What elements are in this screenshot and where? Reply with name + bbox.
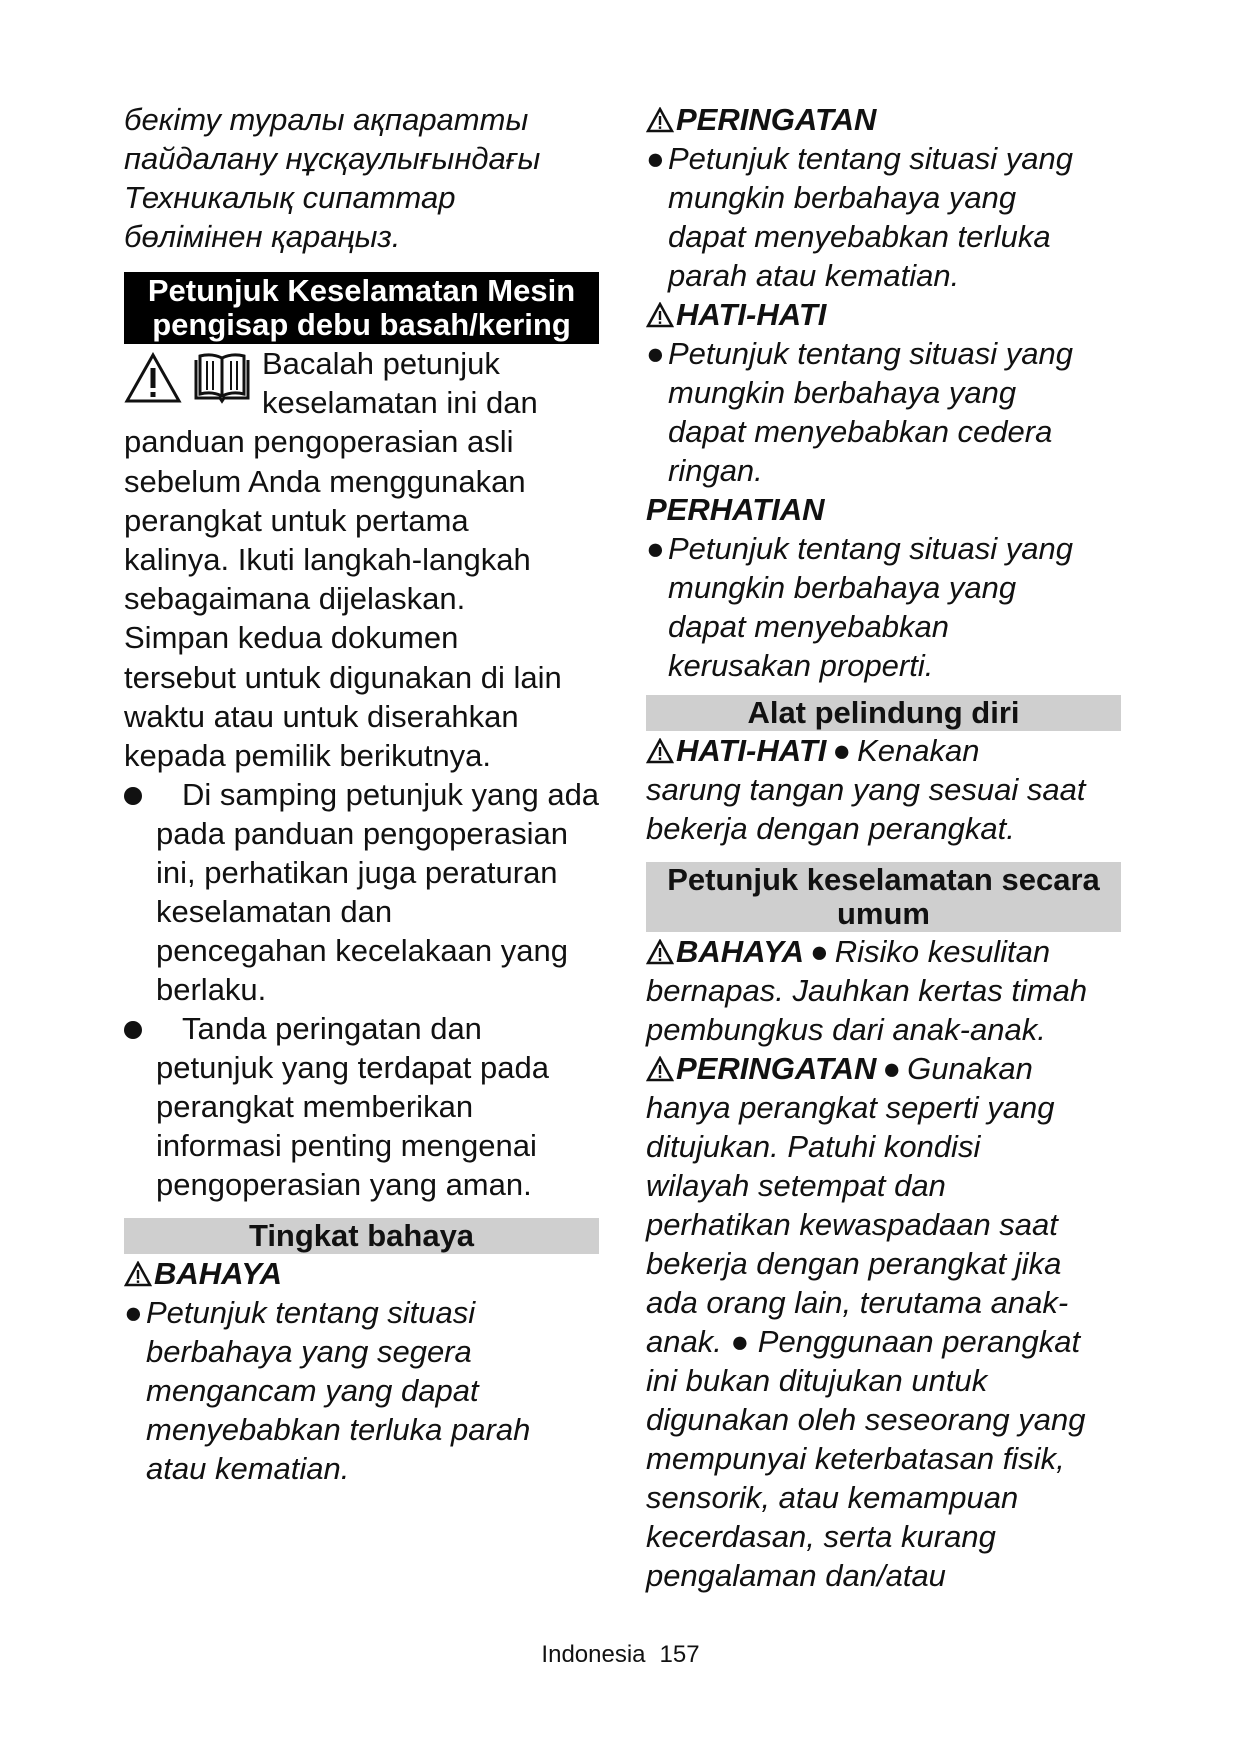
page-number: 157: [659, 1641, 700, 1668]
text-line: ditujukan. Patuhi kondisi: [646, 1129, 981, 1164]
kz-line: пайдалану нұсқаулығындағы: [124, 141, 541, 176]
bullet-icon: ●: [882, 1051, 902, 1086]
intro-line: panduan pengoperasian asli: [124, 424, 514, 460]
warning-icon: [646, 939, 674, 965]
bullet-line: berlaku.: [156, 972, 267, 1008]
apd-text: [646, 731, 1126, 848]
text-line: bekerja dengan perangkat.: [646, 811, 1015, 846]
section-heading-umum: [646, 862, 1121, 932]
bullet-icon: ●: [646, 336, 665, 371]
list-item: [124, 775, 624, 1009]
bullet-line: ini, perhatikan juga peraturan: [156, 855, 558, 891]
list-item: [124, 1009, 624, 1204]
text-line: pembungkus dari anak-anak.: [646, 1012, 1046, 1047]
signal-word: PERINGATAN: [676, 1051, 877, 1086]
bullet-line: Di samping petunjuk yang ada: [182, 777, 600, 813]
bahaya-label: [124, 1254, 624, 1293]
perhatian-label: [646, 490, 1126, 529]
bullet-icon: ●: [810, 934, 829, 969]
text-line: [646, 731, 1126, 770]
text-line: [124, 1293, 624, 1332]
bullet-icon: ●: [646, 531, 665, 566]
signal-word: BAHAYA: [676, 934, 805, 969]
text-line: bekerja dengan perangkat jika: [646, 1246, 1062, 1281]
text-line: ini bukan ditujukan untuk: [646, 1363, 988, 1398]
text-line: mungkin berbahaya yang: [668, 570, 1017, 605]
warning-icon: [646, 738, 674, 764]
warning-icon: [646, 107, 674, 133]
kz-line: Техникалық сипаттар: [124, 180, 456, 215]
bullet-icon: ●: [646, 141, 665, 176]
hati-label: [646, 295, 1126, 334]
intro-line: waktu atau untuk diserahkan: [124, 698, 519, 734]
signal-word: HATI-HATI: [676, 733, 827, 768]
text-line: [646, 334, 1126, 373]
intro-line: sebagaimana dijelaskan.: [124, 581, 466, 617]
intro-line: kalinya. Ikuti langkah-langkah: [124, 542, 531, 578]
intro-line: keselamatan ini dan: [262, 385, 538, 421]
text-line: berbahaya yang segera: [146, 1334, 472, 1370]
text-line: mungkin berbahaya yang: [668, 375, 1017, 410]
manual-book-icon: [192, 352, 252, 404]
text-line: bernapas. Jauhkan kertas timah: [646, 973, 1088, 1008]
text-line: digunakan oleh seseorang yang: [646, 1402, 1086, 1437]
text-fragment: Kenakan: [857, 733, 980, 768]
text-line: ada orang lain, terutama anak-: [646, 1285, 1069, 1320]
bullet-icon: ●: [124, 1295, 143, 1331]
kz-line: бекіту туралы ақпаратты: [124, 102, 529, 137]
text-line: sensorik, atau kemampuan: [646, 1480, 1019, 1515]
text-line: dapat menyebabkan cedera: [668, 414, 1053, 449]
intro-icons: [124, 352, 252, 404]
right-column: [646, 100, 1126, 1595]
text-line: pengalaman dan/atau: [646, 1558, 946, 1593]
text-fragment: Risiko kesulitan: [834, 934, 1051, 969]
bullet-dot-icon: [124, 1021, 142, 1039]
text-line: [646, 139, 1126, 178]
peringatan-label: [646, 100, 1126, 139]
text-line: [646, 1049, 1126, 1088]
text-line: dapat menyebabkan terluka: [668, 219, 1051, 254]
kz-line: бөлімінен қараңыз.: [124, 219, 401, 254]
text-line: dapat menyebabkan: [668, 609, 949, 644]
intro-line: perangkat untuk pertama: [124, 502, 469, 538]
heading-line: pengisap debu basah/kering: [152, 307, 571, 342]
kazakh-text: [124, 100, 624, 256]
signal-word: BAHAYA: [154, 1256, 283, 1292]
text-line: mungkin berbahaya yang: [668, 180, 1017, 215]
intro-line: Bacalah petunjuk: [262, 346, 500, 381]
text-line: wilayah setempat dan: [646, 1168, 946, 1203]
bullet-line: keselamatan dan: [156, 894, 393, 930]
text-line: mempunyai keterbatasan fisik,: [646, 1441, 1065, 1476]
intro-paragraph: [124, 344, 624, 775]
peringatan-text: [646, 139, 1126, 295]
text-line: hanya perangkat seperti yang: [646, 1090, 1055, 1125]
text-line: anak. ● Penggunaan perangkat: [646, 1324, 1081, 1359]
umum-bahaya-text: [646, 932, 1126, 1049]
bullet-line: pengoperasian yang aman.: [156, 1167, 532, 1203]
heading-line: Petunjuk Keselamatan Mesin: [147, 273, 576, 308]
warning-icon: [124, 1261, 152, 1287]
perhatian-text: [646, 529, 1126, 685]
bullet-icon: ●: [832, 733, 852, 768]
text-fragment: Petunjuk tentang situasi yang: [668, 531, 1073, 566]
section-heading-apd: Alat pelindung diri: [646, 695, 1121, 731]
section-heading-safety: [124, 272, 599, 344]
text-line: [646, 529, 1126, 568]
text-fragment: Petunjuk tentang situasi: [146, 1295, 476, 1331]
warning-triangle-icon: [124, 352, 182, 404]
intro-line: Simpan kedua dokumen: [124, 620, 459, 656]
page-footer: [0, 1640, 1241, 1670]
heading-line: Petunjuk keselamatan secara: [667, 862, 1100, 897]
text-fragment: Petunjuk tentang situasi yang: [668, 336, 1073, 371]
intro-line: tersebut untuk digunakan di lain: [124, 659, 562, 695]
text-line: kecerdasan, serta kurang: [646, 1519, 996, 1554]
warning-icon: [646, 1056, 674, 1082]
text-line: mengancam yang dapat: [146, 1373, 479, 1409]
bullet-line: perangkat memberikan: [156, 1089, 474, 1125]
hati-text: [646, 334, 1126, 490]
bullet-dot-icon: [124, 787, 142, 805]
warning-icon: [646, 302, 674, 328]
footer-language: Indonesia: [541, 1641, 646, 1668]
bullet-line: informasi penting mengenai: [156, 1128, 537, 1164]
bullet-line: Tanda peringatan dan: [182, 1011, 482, 1047]
umum-peringatan-text: [646, 1049, 1126, 1595]
bullet-line: pencegahan kecelakaan yang: [156, 933, 568, 969]
text-fragment: Petunjuk tentang situasi yang: [668, 141, 1073, 176]
signal-word: HATI-HATI: [676, 297, 827, 332]
intro-line: kepada pemilik berikutnya.: [124, 738, 492, 774]
text-line: sarung tangan yang sesuai saat: [646, 772, 1086, 807]
text-line: perhatikan kewaspadaan saat: [646, 1207, 1058, 1242]
text-line: kerusakan properti.: [668, 648, 934, 683]
bullet-line: petunjuk yang terdapat pada: [156, 1050, 549, 1086]
left-column: [124, 100, 624, 1488]
intro-line: sebelum Anda menggunakan: [124, 463, 526, 499]
text-line: [646, 932, 1126, 971]
signal-word: PERINGATAN: [676, 102, 877, 137]
text-line: parah atau kematian.: [668, 258, 960, 293]
bullet-line: pada panduan pengoperasian: [156, 816, 568, 852]
text-line: menyebabkan terluka parah: [146, 1412, 531, 1448]
heading-line: umum: [837, 896, 930, 931]
signal-word: PERHATIAN: [646, 492, 825, 527]
section-heading-tingkat: Tingkat bahaya: [124, 1218, 599, 1254]
text-line: ringan.: [668, 453, 763, 488]
text-line: atau kematian.: [146, 1451, 350, 1487]
text-fragment: Gunakan: [907, 1051, 1033, 1086]
bahaya-text: [124, 1293, 624, 1488]
